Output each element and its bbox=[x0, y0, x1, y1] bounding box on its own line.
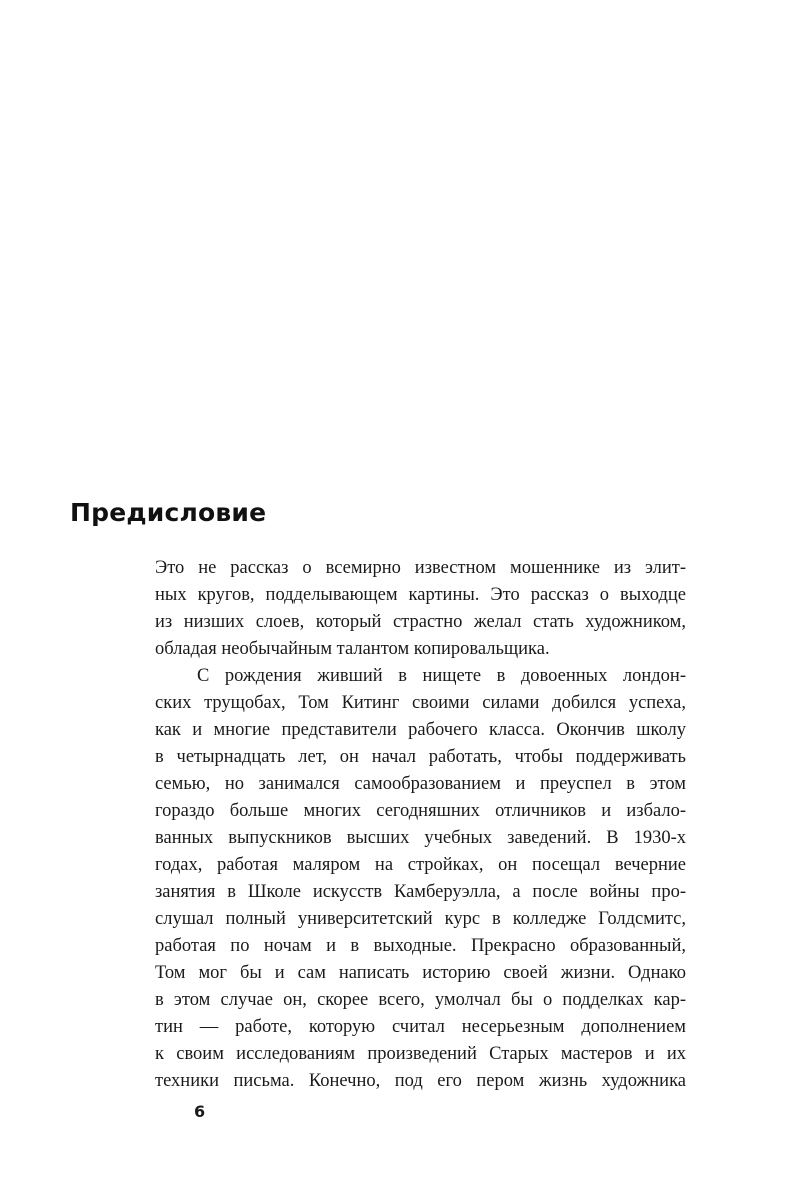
text-line: семью, но занимался самообразованием и преуспел в этом bbox=[155, 774, 686, 794]
text-line: С рождения живший в нищете в довоенных лондон- bbox=[197, 666, 686, 686]
text-line: годах, работая маляром на стройках, он посещал вечерние bbox=[155, 855, 686, 875]
text-line: ных кругов, подделывающем картины. Это рассказ о выходце bbox=[155, 585, 686, 605]
text-line: из низших слоев, который страстно желал стать художником, bbox=[155, 612, 686, 632]
text-line: обладая необычайным талантом копировальщика. bbox=[155, 639, 550, 659]
text-line: ских трущобах, Том Китинг своими силами добился успеха, bbox=[155, 693, 686, 713]
chapter-heading: Предисловие bbox=[70, 498, 267, 527]
text-line: работая по ночам и в выходные. Прекрасно образованный, bbox=[155, 936, 686, 956]
text-line: гораздо больше многих сегодняшних отличников и избало- bbox=[155, 801, 686, 821]
text-line: техники письма. Конечно, под его пером жизнь художника bbox=[155, 1071, 686, 1091]
text-line: ванных выпускников высших учебных заведений. В 1930-х bbox=[155, 828, 686, 848]
text-line: в четырнадцать лет, он начал работать, чтобы поддерживать bbox=[155, 747, 686, 767]
text-line: в этом случае он, скорее всего, умолчал бы о подделках кар- bbox=[155, 990, 686, 1010]
text-line: тин — работе, которую считал несерьезным дополнением bbox=[155, 1017, 686, 1037]
text-line: Том мог бы и сам написать историю своей жизни. Однако bbox=[155, 963, 686, 983]
text-line: занятия в Школе искусств Камберуэлла, а после войны про- bbox=[155, 882, 686, 902]
text-line: как и многие представители рабочего класса. Окончив школу bbox=[155, 720, 686, 740]
text-line: Это не рассказ о всемирно известном мошеннике из элит- bbox=[155, 558, 686, 578]
page-number: 6 bbox=[194, 1102, 206, 1121]
text-line: к своим исследованиям произведений Старых мастеров и их bbox=[155, 1044, 686, 1064]
text-line: слушал полный университетский курс в колледже Голдсмитс, bbox=[155, 909, 686, 929]
body-text bbox=[155, 555, 686, 1095]
